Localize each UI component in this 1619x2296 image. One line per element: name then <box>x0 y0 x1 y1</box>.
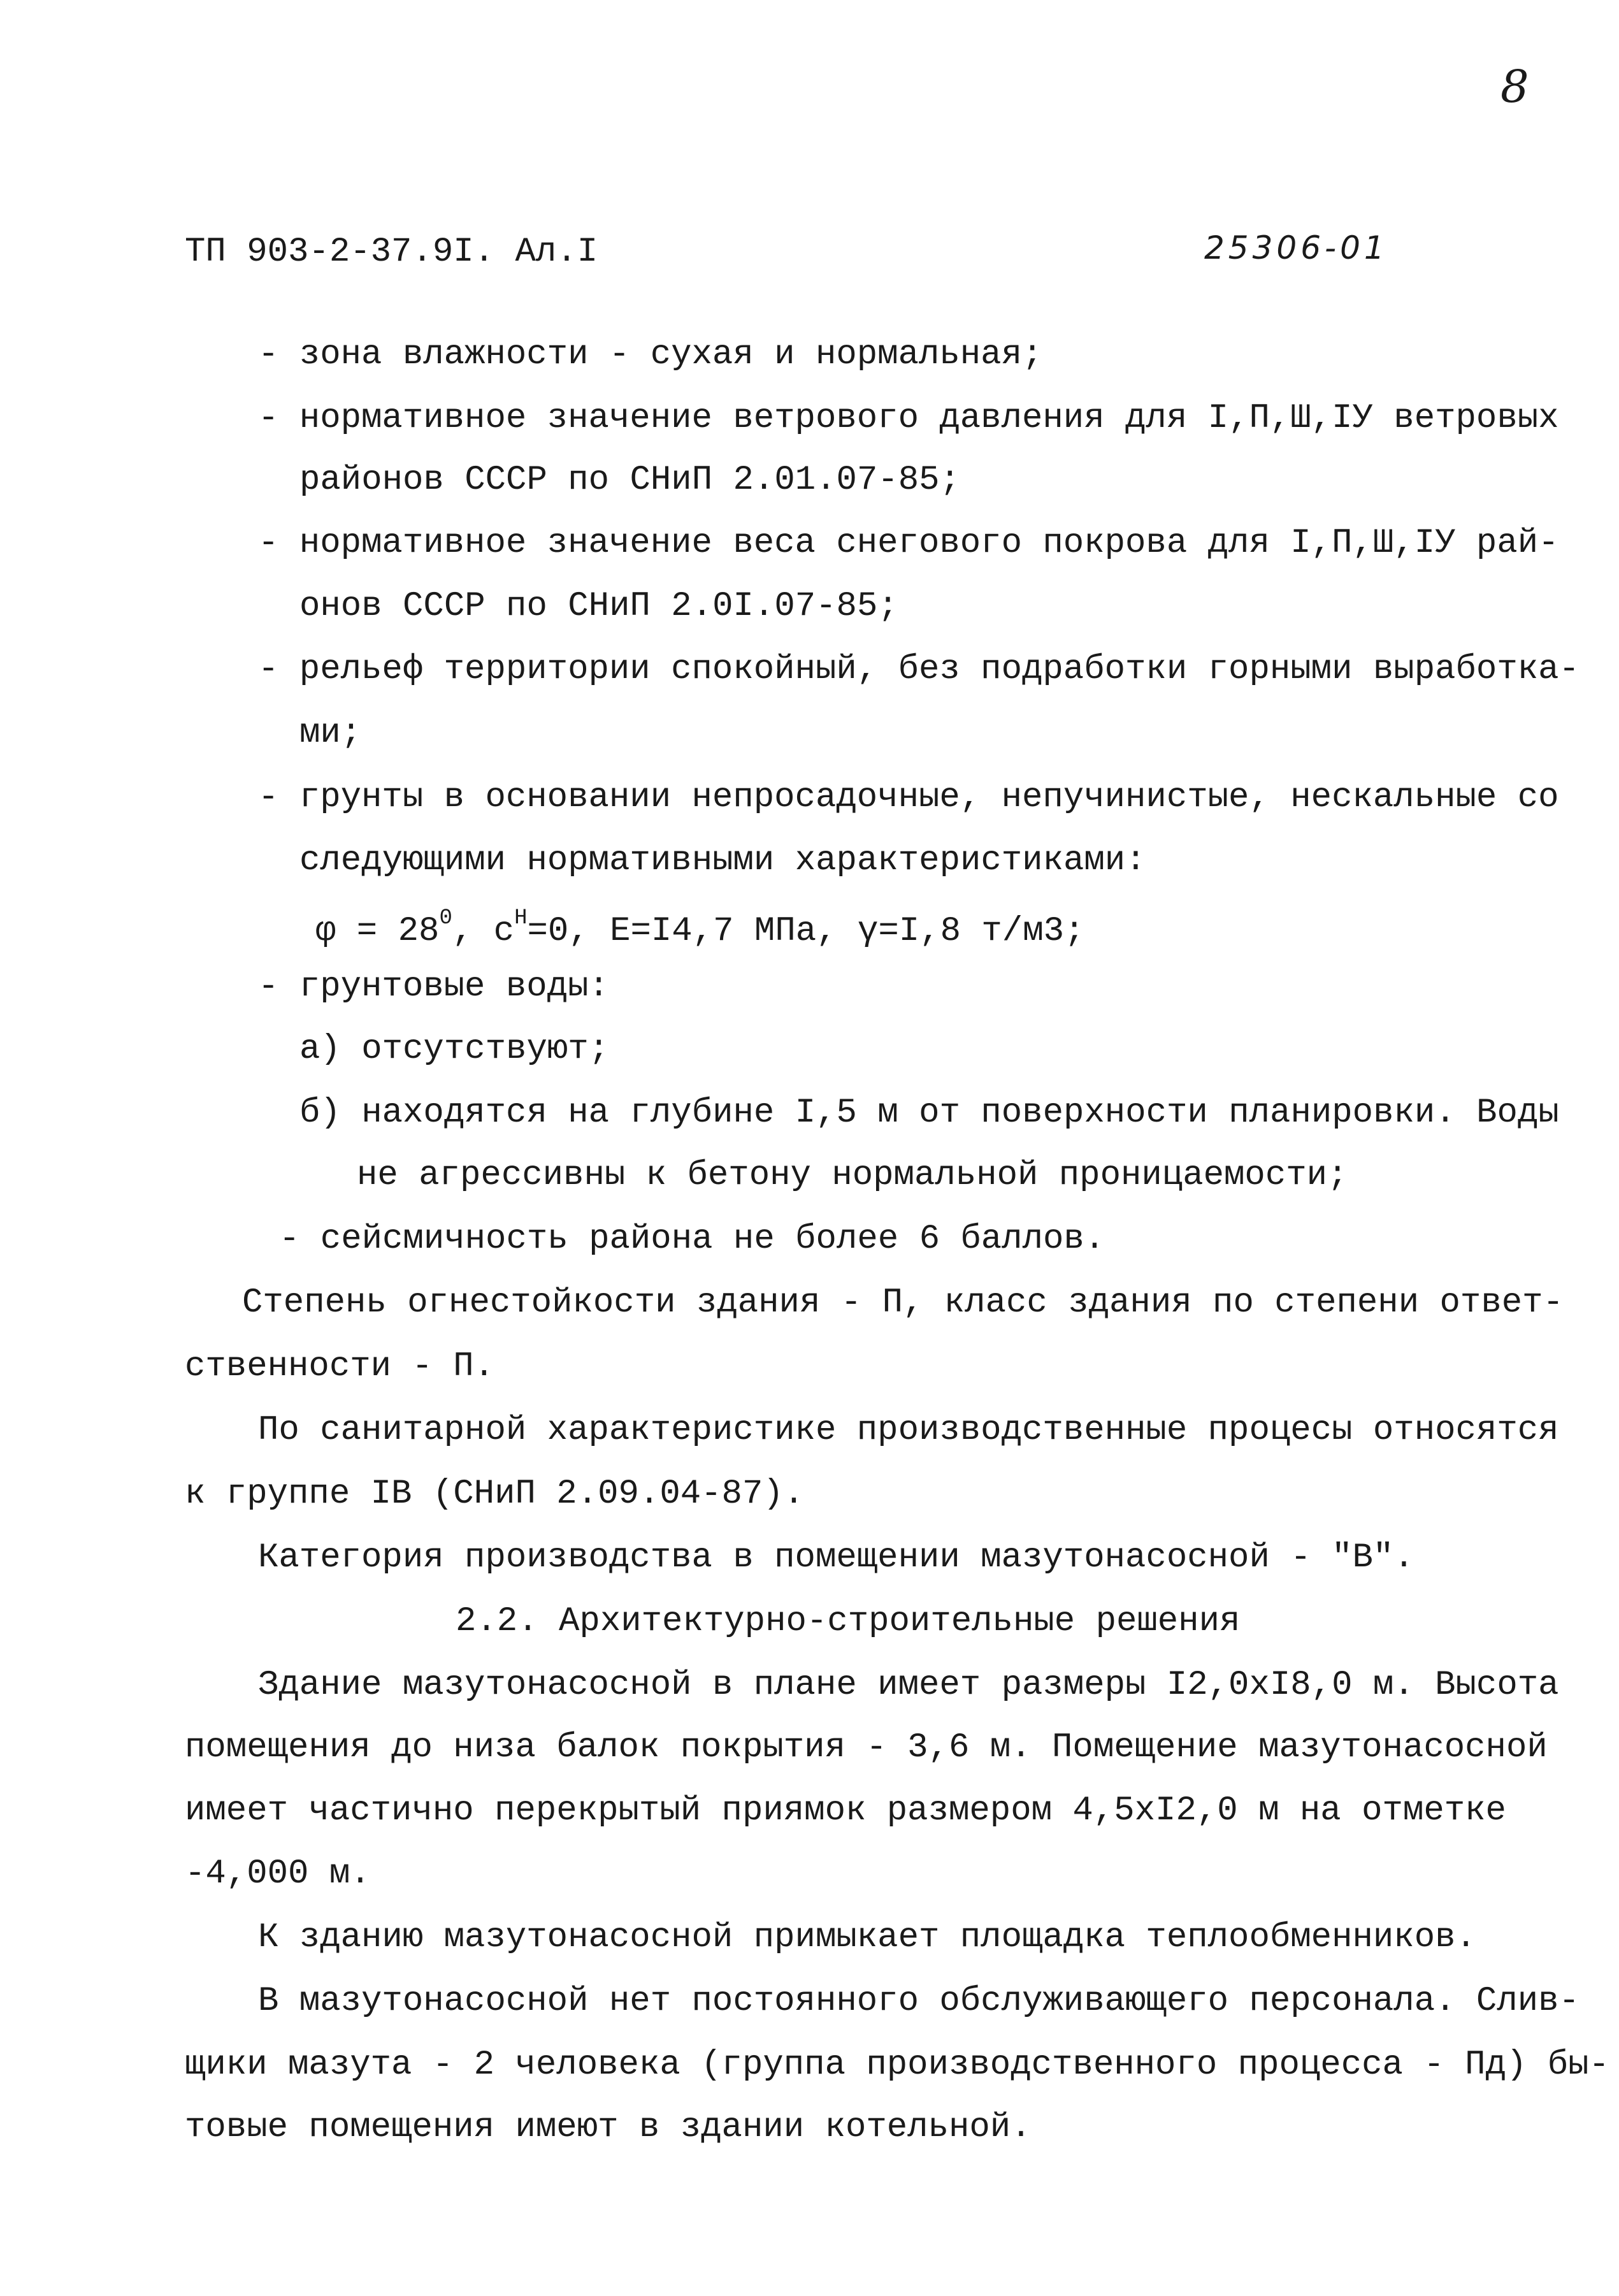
text-line: Степень огнестойкости здания - П, класс здания по степени ответ- <box>242 1283 1564 1322</box>
text-line: - нормативное значение ветрового давления для I,П,Ш,IУ ветровых <box>258 399 1559 438</box>
text-line: помещения до низа балок покрытия - 3,6 м. Помещение мазутонасосной <box>185 1728 1548 1767</box>
text-line: следующими нормативными характеристиками: <box>299 841 1146 880</box>
section-heading: 2.2. Архитектурно-строительные решения <box>456 1602 1241 1641</box>
text-line: к группе IВ (СНиП 2.09.04-87). <box>185 1475 805 1513</box>
text-line: - сейсмичность района не более 6 баллов. <box>279 1220 1105 1259</box>
text-line: онов СССР по СНиП 2.0I.07-85; <box>299 587 898 626</box>
text-line: ми; <box>299 714 362 753</box>
text-line: - зона влажности - сухая и нормальная; <box>258 335 1043 374</box>
formula-part: , c <box>452 912 515 951</box>
document-code: ТП 903-2-37.9I. Ал.I <box>185 233 598 271</box>
formula-superscript: Н <box>514 906 528 930</box>
formula-line <box>315 907 1084 949</box>
text-line: - рельеф территории спокойный, без подработки горными выработка- <box>258 650 1579 689</box>
text-line: а) отсутствуют; <box>299 1030 610 1069</box>
text-line: К зданию мазутонасосной примыкает площадка теплообменников. <box>258 1918 1476 1957</box>
formula-part: =0, E=I4,7 МПа, γ=I,8 т/м3; <box>527 912 1085 951</box>
text-line: - нормативное значение веса снегового покрова для I,П,Ш,IУ рай- <box>258 524 1559 563</box>
formula-superscript: 0 <box>439 906 452 930</box>
text-line: не агрессивны к бетону нормальной проницаемости; <box>357 1156 1348 1195</box>
text-line: В мазутонасосной нет постоянного обслуживающего персонала. Слив- <box>258 1982 1579 2021</box>
archive-number: 25306-01 <box>1204 229 1388 266</box>
text-line: ственности - П. <box>185 1347 495 1386</box>
text-line: имеет частично перекрытый приямок размером 4,5xI2,0 м на отметке <box>185 1791 1506 1830</box>
text-line: товые помещения имеют в здании котельной. <box>185 2108 1032 2147</box>
text-line: - грунтовые воды: <box>258 967 609 1006</box>
text-line: Категория производства в помещении мазутонасосной - "В". <box>258 1538 1414 1577</box>
text-line: - грунты в основании непросадочные, непучинистые, нескальные со <box>258 778 1559 817</box>
text-line: -4,000 м. <box>185 1854 371 1893</box>
text-line: Здание мазутонасосной в плане имеет размеры I2,0xI8,0 м. Высота <box>258 1666 1559 1705</box>
page-number: 8 <box>1500 61 1529 113</box>
text-line: щики мазута - 2 человека (группа производственного процесса - Пд) бы- <box>185 2046 1609 2084</box>
text-line: По санитарной характеристике производственные процесы относятся <box>258 1411 1559 1450</box>
text-line: районов СССР по СНиП 2.01.07-85; <box>299 461 960 500</box>
formula-part: φ = 28 <box>315 912 440 951</box>
text-line: б) находятся на глубине I,5 м от поверхности планировки. Воды <box>299 1094 1559 1132</box>
